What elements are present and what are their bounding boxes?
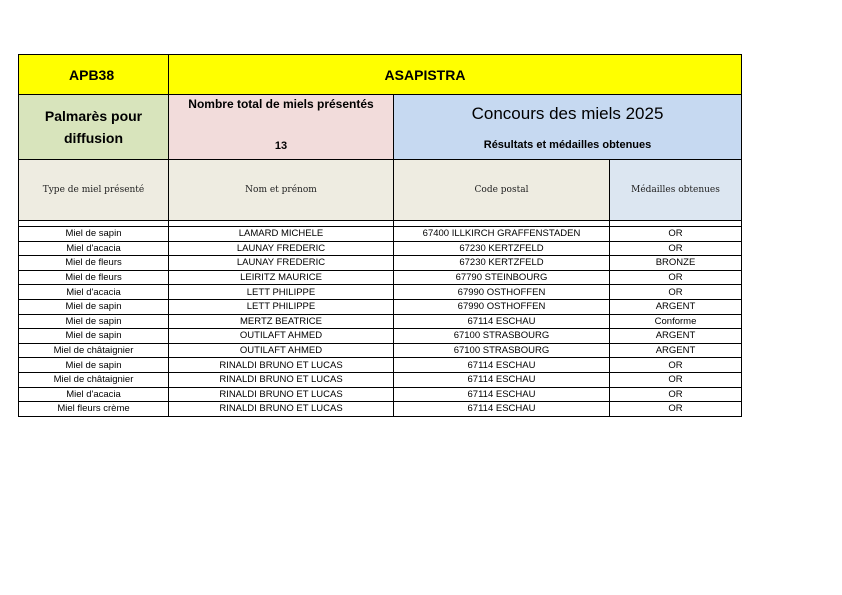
contest-subtitle: Résultats et médailles obtenues bbox=[483, 139, 652, 151]
cell-type: Miel de châtaignier bbox=[19, 343, 169, 358]
cell-medal: OR bbox=[610, 241, 742, 256]
cell-type: Miel de sapin bbox=[19, 227, 169, 242]
cell-type: Miel de sapin bbox=[19, 299, 169, 314]
cell-medal: OR bbox=[610, 372, 742, 387]
cell-name: LAUNAY FREDERIC bbox=[169, 256, 394, 271]
cell-medal: OR bbox=[610, 227, 742, 242]
cell-type: Miel d'acacia bbox=[19, 285, 169, 300]
table-row bbox=[19, 402, 742, 417]
cell-medal: OR bbox=[610, 402, 742, 417]
association-name: ASAPISTRA bbox=[169, 55, 742, 95]
cell-name: LETT PHILIPPE bbox=[169, 299, 394, 314]
cell-type: Miel de châtaignier bbox=[19, 372, 169, 387]
cell-medal: OR bbox=[610, 358, 742, 373]
cell-name: OUTILAFT AHMED bbox=[169, 343, 394, 358]
col-header-postal: Code postal bbox=[394, 160, 610, 221]
table-row bbox=[19, 256, 742, 271]
total-cell bbox=[169, 95, 394, 160]
palmares-label: Palmarès pour diffusion bbox=[19, 95, 169, 160]
cell-postal: 67990 OSTHOFFEN bbox=[394, 285, 610, 300]
cell-medal: ARGENT bbox=[610, 299, 742, 314]
table-row bbox=[19, 241, 742, 256]
cell-type: Miel fleurs crème bbox=[19, 402, 169, 417]
cell-type: Miel de sapin bbox=[19, 329, 169, 344]
cell-postal: 67114 ESCHAU bbox=[394, 358, 610, 373]
contest-cell bbox=[394, 95, 742, 160]
col-header-type: Type de miel présenté bbox=[19, 160, 169, 221]
cell-postal: 67114 ESCHAU bbox=[394, 314, 610, 329]
cell-postal: 67230 KERTZFELD bbox=[394, 241, 610, 256]
cell-name: LETT PHILIPPE bbox=[169, 285, 394, 300]
cell-medal: Conforme bbox=[610, 314, 742, 329]
total-value: 13 bbox=[274, 140, 288, 152]
table-row bbox=[19, 343, 742, 358]
contest-title: Concours des miels 2025 bbox=[471, 104, 664, 123]
cell-postal: 67400 ILLKIRCH GRAFFENSTADEN bbox=[394, 227, 610, 242]
col-header-medal: Médailles obtenues bbox=[610, 160, 742, 221]
cell-postal: 67114 ESCHAU bbox=[394, 372, 610, 387]
table-row bbox=[19, 329, 742, 344]
cell-postal: 67990 OSTHOFFEN bbox=[394, 299, 610, 314]
cell-name: RINALDI BRUNO ET LUCAS bbox=[169, 402, 394, 417]
table-row bbox=[19, 270, 742, 285]
cell-medal: BRONZE bbox=[610, 256, 742, 271]
table-row bbox=[19, 314, 742, 329]
results-sheet bbox=[18, 54, 741, 417]
cell-type: Miel de sapin bbox=[19, 358, 169, 373]
table-row bbox=[19, 299, 742, 314]
results-body bbox=[19, 227, 742, 417]
cell-name: LEIRITZ MAURICE bbox=[169, 270, 394, 285]
cell-name: LAUNAY FREDERIC bbox=[169, 241, 394, 256]
cell-postal: 67114 ESCHAU bbox=[394, 387, 610, 402]
cell-name: RINALDI BRUNO ET LUCAS bbox=[169, 358, 394, 373]
cell-type: Miel d'acacia bbox=[19, 241, 169, 256]
cell-type: Miel de sapin bbox=[19, 314, 169, 329]
cell-postal: 67114 ESCHAU bbox=[394, 402, 610, 417]
cell-name: RINALDI BRUNO ET LUCAS bbox=[169, 387, 394, 402]
table-row bbox=[19, 387, 742, 402]
cell-postal: 67230 KERTZFELD bbox=[394, 256, 610, 271]
cell-medal: OR bbox=[610, 285, 742, 300]
col-header-name: Nom et prénom bbox=[169, 160, 394, 221]
cell-medal: ARGENT bbox=[610, 343, 742, 358]
cell-medal: OR bbox=[610, 387, 742, 402]
cell-name: OUTILAFT AHMED bbox=[169, 329, 394, 344]
cell-name: RINALDI BRUNO ET LUCAS bbox=[169, 372, 394, 387]
cell-name: MERTZ BEATRICE bbox=[169, 314, 394, 329]
cell-postal: 67100 STRASBOURG bbox=[394, 343, 610, 358]
table-row bbox=[19, 227, 742, 242]
table-row bbox=[19, 358, 742, 373]
cell-medal: OR bbox=[610, 270, 742, 285]
table-row bbox=[19, 372, 742, 387]
cell-postal: 67790 STEINBOURG bbox=[394, 270, 610, 285]
cell-type: Miel de fleurs bbox=[19, 256, 169, 271]
cell-type: Miel de fleurs bbox=[19, 270, 169, 285]
cell-type: Miel d'acacia bbox=[19, 387, 169, 402]
org-name: APB38 bbox=[19, 55, 169, 95]
cell-medal: ARGENT bbox=[610, 329, 742, 344]
cell-postal: 67100 STRASBOURG bbox=[394, 329, 610, 344]
total-label: Nombre total de miels présentés bbox=[188, 97, 374, 111]
table-row bbox=[19, 285, 742, 300]
cell-name: LAMARD MICHELE bbox=[169, 227, 394, 242]
results-table bbox=[18, 54, 742, 417]
